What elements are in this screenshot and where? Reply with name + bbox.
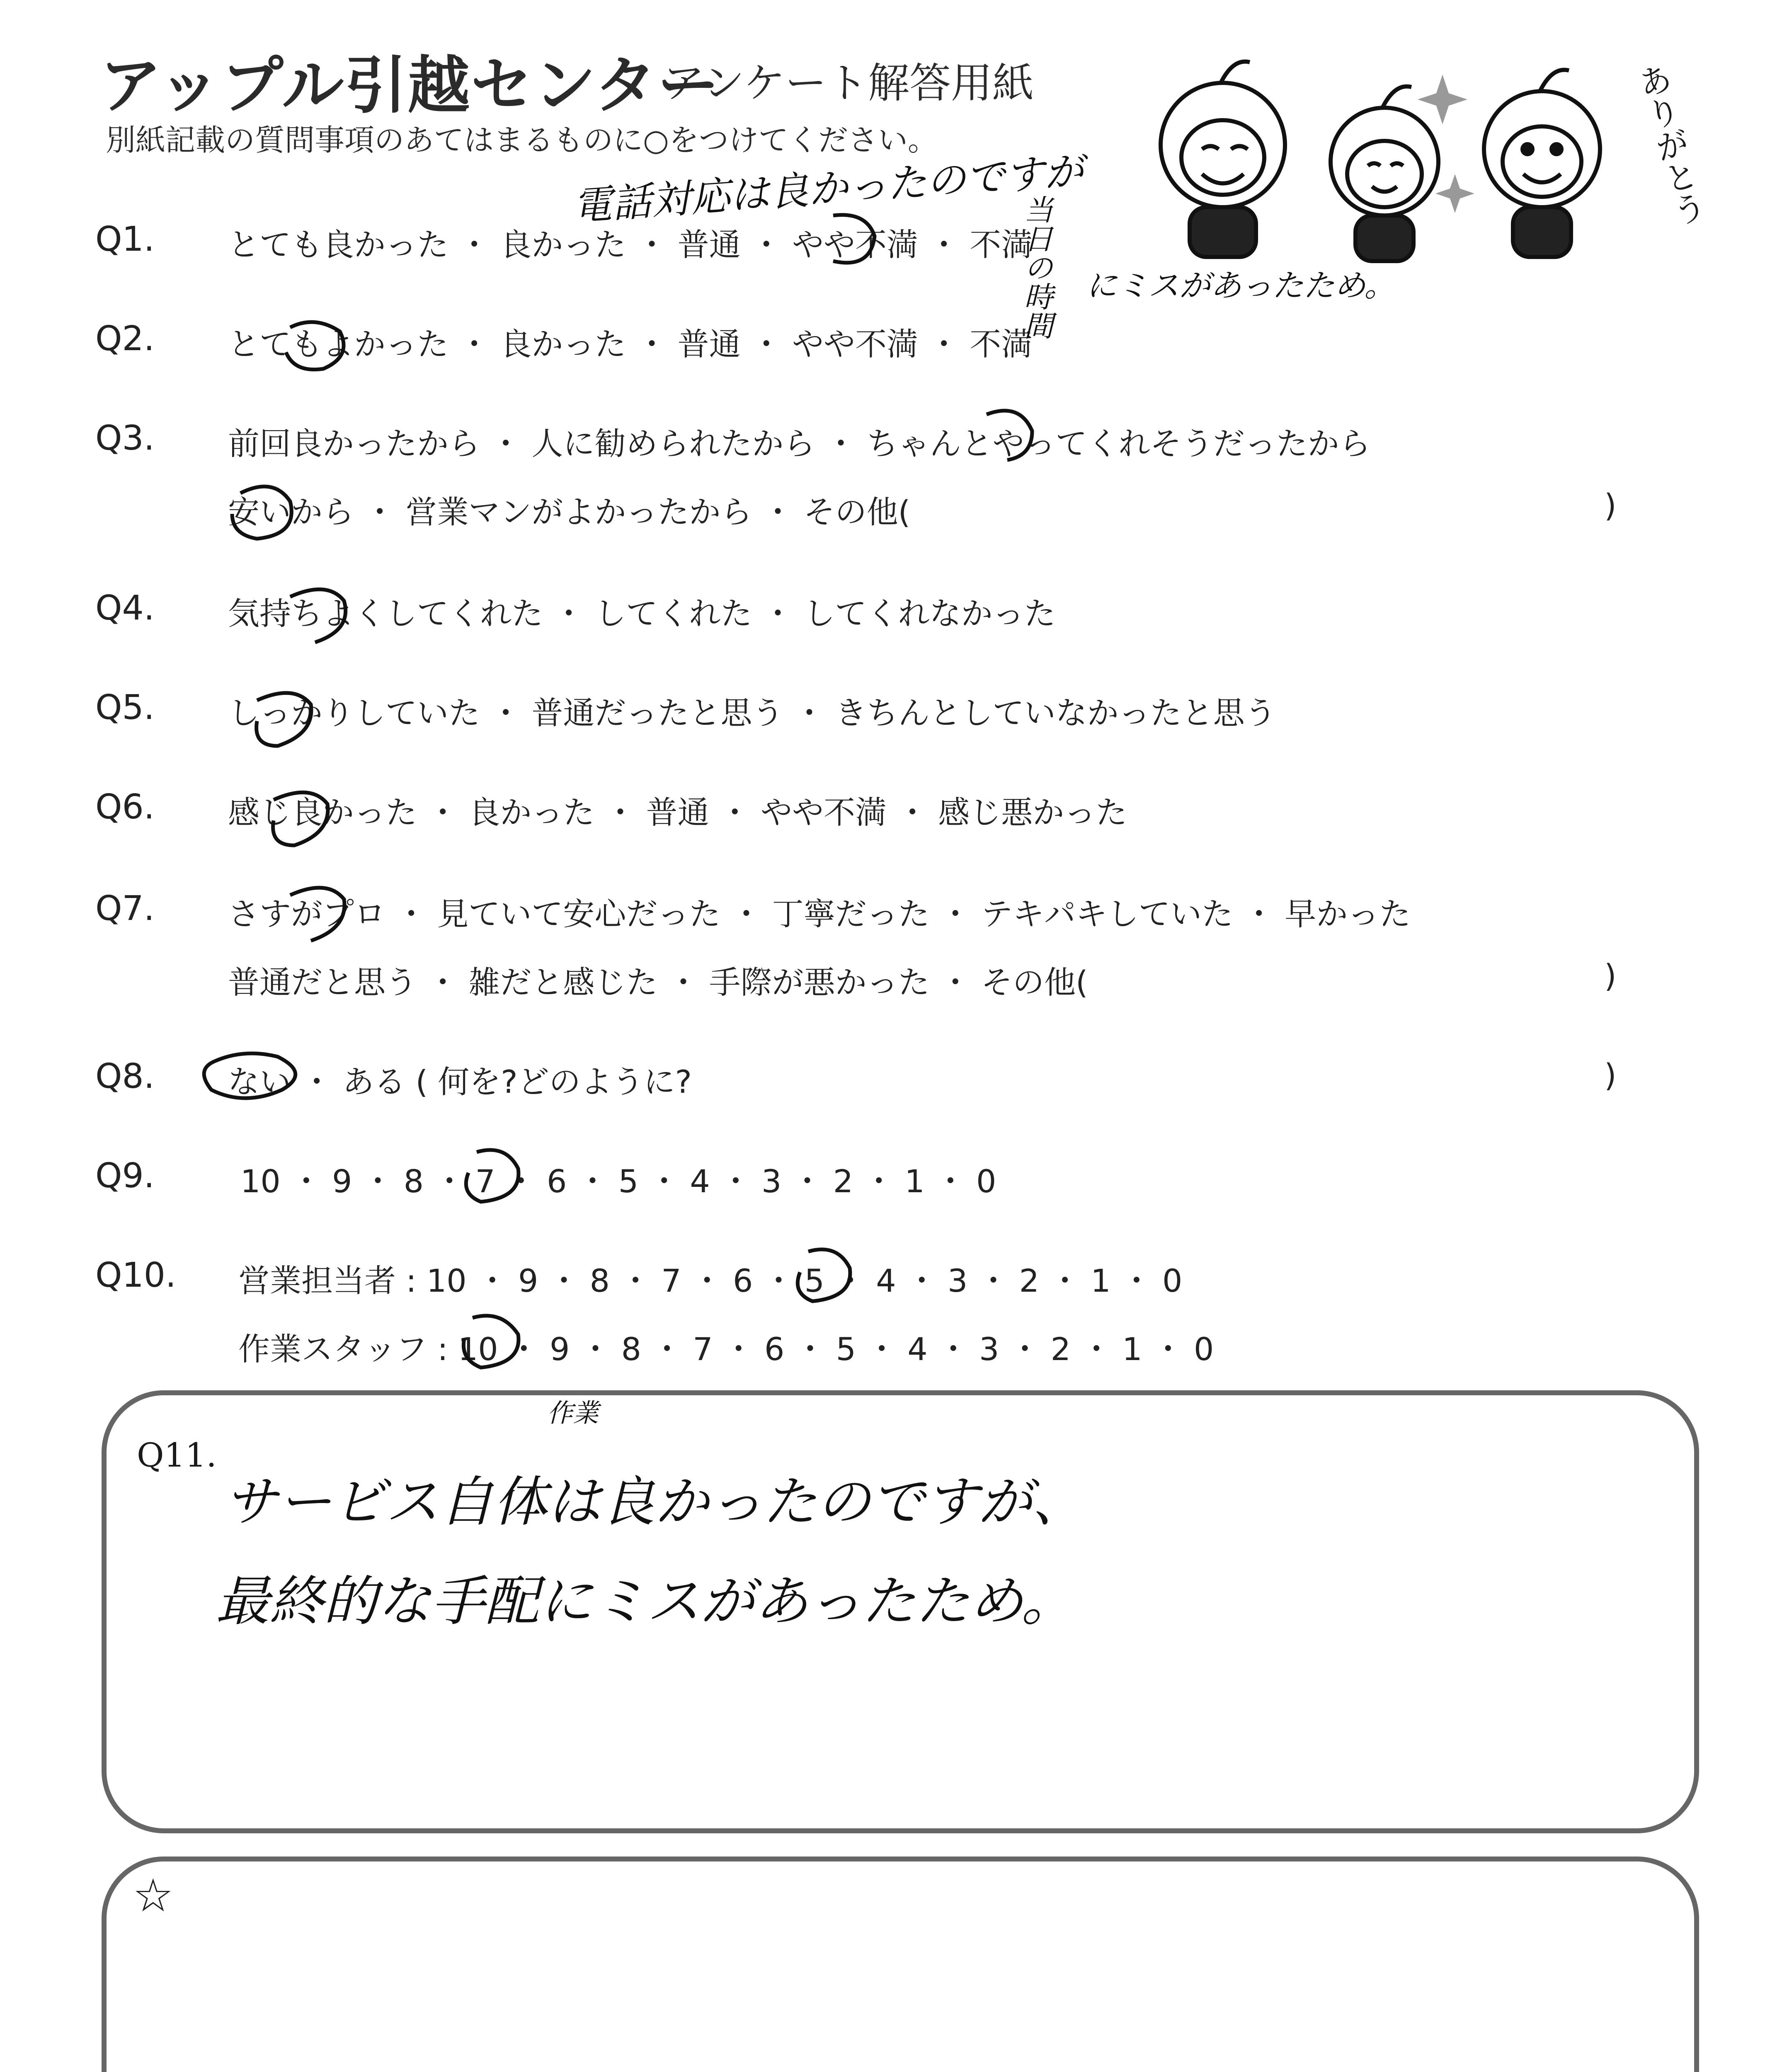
q4-number: Q4. bbox=[95, 588, 155, 628]
survey-title: アップル引越センター bbox=[99, 50, 720, 122]
star-label: ☆ bbox=[133, 1869, 174, 1922]
q9-number: Q9. bbox=[95, 1156, 155, 1196]
q10-staff-scale[interactable]: 作業スタッフ : 10 ・ 9 ・ 8 ・ 7 ・ 6 ・ 5 ・ 4 ・ 3 ・ 2 ・ 1 ・ 0 bbox=[238, 1331, 1214, 1368]
q6-options[interactable]: 感じ良かった ・ 良かった ・ 普通 ・ やや不満 ・ 感じ悪かった bbox=[228, 794, 1127, 831]
q10-sales-scale[interactable]: 営業担当者 : 10 ・ 9 ・ 8 ・ 7 ・ 6 ・ 5 ・ 4 ・ 3 ・ 2 ・ 1 ・ 0 bbox=[238, 1262, 1183, 1299]
q3-number: Q3. bbox=[95, 419, 155, 458]
q1-handwritten-note-2: 当日の時間 bbox=[1019, 195, 1053, 340]
q7-number: Q7. bbox=[95, 889, 155, 928]
q5-options[interactable]: しっかりしていた ・ 普通だったと思う ・ きちんとしていなかったと思う bbox=[228, 695, 1276, 731]
q8-number: Q8. bbox=[95, 1057, 155, 1096]
q7-options-line1[interactable]: さすがプロ ・ 見ていて安心だった ・ 丁寧だった ・ テキパキしていた ・ 早かった bbox=[228, 896, 1411, 932]
q4-options[interactable]: 気持ちよくしてくれた ・ してくれた ・ してくれなかった bbox=[228, 595, 1056, 632]
q1-options[interactable]: とても良かった ・ 良かった ・ 普通 ・ やや不満 ・ 不満 bbox=[228, 226, 1033, 263]
q10-number: Q10. bbox=[95, 1256, 176, 1295]
q11-label: Q11. bbox=[137, 1436, 217, 1474]
survey-instruction: 別紙記載の質問事項のあてはまるものに○をつけてください。 bbox=[106, 123, 938, 157]
q1-number: Q1. bbox=[95, 220, 155, 259]
q3-options-line2[interactable]: 安いから ・ 営業マンがよかったから ・ その他( bbox=[228, 494, 911, 530]
q11-handwritten-line2: 最終的な手配にミスがあったため。 bbox=[216, 1570, 1075, 1633]
q3-options-line1[interactable]: 前回良かったから ・ 人に勧められたから ・ ちゃんとやってくれそうだったから bbox=[228, 425, 1371, 462]
q2-number: Q2. bbox=[95, 319, 155, 358]
thanks-text: ありがとう bbox=[1629, 60, 1710, 230]
q7-close-paren: ) bbox=[1604, 957, 1617, 994]
q2-options[interactable]: とてもよかった ・ 良かった ・ 普通 ・ やや不満 ・ 不満 bbox=[228, 326, 1033, 363]
q9-scale[interactable]: 10 ・ 9 ・ 8 ・ 7 ・ 6 ・ 5 ・ 4 ・ 3 ・ 2 ・ 1 ・ 0 bbox=[240, 1163, 996, 1200]
q1-handwritten-note-1: 電話対応は良かったのですが bbox=[571, 148, 1085, 230]
q8-options[interactable]: ない ・ ある ( 何を?どのように? bbox=[228, 1063, 692, 1100]
q11-handwritten-line1: サービス自体は良かったのですが、 bbox=[224, 1470, 1086, 1533]
q7-options-line2[interactable]: 普通だと思う ・ 雑だと感じた ・ 手際が悪かった ・ その他( bbox=[228, 964, 1088, 1001]
survey-subtitle: アンケート解答用紙 bbox=[663, 59, 1034, 107]
q11-handwritten-insert: 作業 bbox=[547, 1398, 599, 1428]
q1-handwritten-note-3: にミスがあったため。 bbox=[1086, 267, 1396, 304]
star-comment-box[interactable] bbox=[102, 1857, 1699, 2072]
q6-number: Q6. bbox=[95, 787, 155, 827]
q5-number: Q5. bbox=[95, 688, 155, 727]
q8-close-paren: ) bbox=[1604, 1057, 1617, 1094]
q3-close-paren: ) bbox=[1604, 487, 1617, 524]
